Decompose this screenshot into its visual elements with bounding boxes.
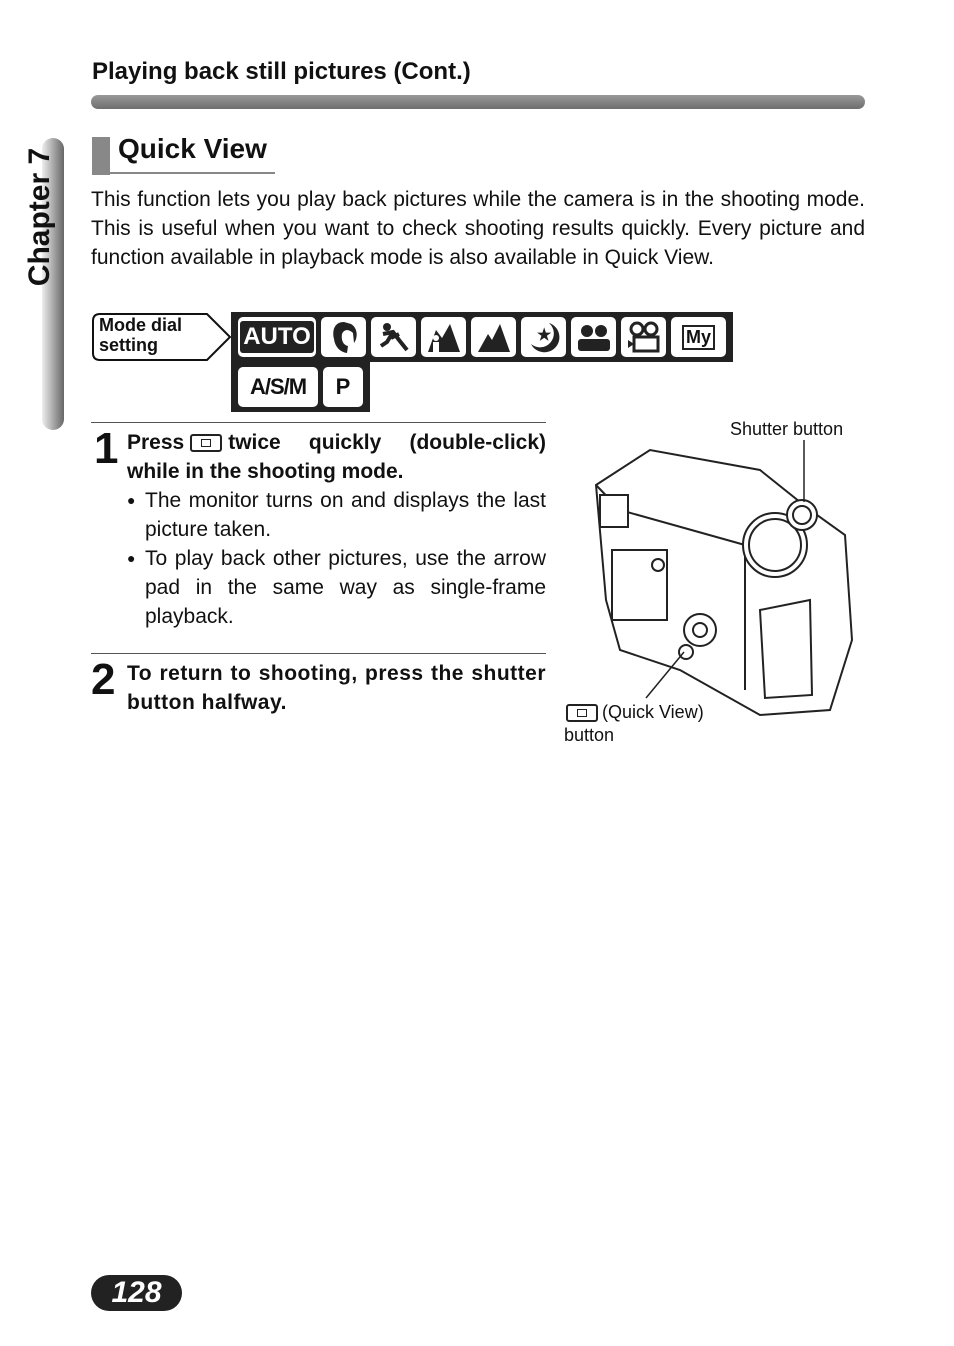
- sports-icon: [371, 317, 416, 357]
- shutter-button-label: Shutter button: [730, 419, 844, 439]
- step-1-bullets: ● The monitor turns on and displays the last picture taken. ● To play back other pictures, use the arrow pad in the same way as single-frame playback.: [127, 486, 546, 631]
- camera-illustration: [560, 440, 860, 730]
- quick-view-icon: [566, 704, 598, 722]
- mode-icons-row: [231, 312, 733, 362]
- landscape-portrait-icon: [421, 317, 466, 357]
- step-1-text: [127, 428, 546, 486]
- header-bar: [91, 95, 865, 109]
- step-number: 2: [91, 655, 116, 704]
- auto-text: AUTO: [240, 321, 314, 353]
- step-1-text-after: twice quickly (double-click) while in the shooting mode.: [127, 431, 546, 483]
- divider: [91, 653, 546, 654]
- step-2-text: To return to shooting, press the shutter button halfway.: [127, 662, 546, 714]
- movie-icon: [621, 317, 666, 357]
- chapter-text: Chapter 7: [23, 147, 56, 287]
- header-title: Playing back still pictures (Cont.): [92, 58, 471, 85]
- quick-view-label: [566, 702, 704, 723]
- p-mode-icon: P: [323, 367, 363, 407]
- svg-text:★: ★: [536, 327, 551, 344]
- divider: [91, 422, 546, 423]
- section-marker: [92, 137, 110, 175]
- section-underline: [110, 172, 275, 174]
- mode-icons-row-2: [231, 362, 370, 412]
- section-title: Quick View: [118, 133, 267, 164]
- mode-label-line2: setting: [99, 335, 159, 355]
- night-scene-icon: [521, 317, 566, 357]
- self-portrait-icon: [571, 317, 616, 357]
- quick-view-icon: [190, 434, 222, 452]
- portrait-icon: [321, 317, 366, 357]
- intro-text: This function lets you play back pictures while the camera is in the shooting mode. This is useful when you want to check shooting results quickly. Every picture and function available in playback mode is also available in Quick View.: [91, 188, 865, 269]
- bullet-item: The monitor turns on and displays the last picture taken.: [145, 489, 546, 541]
- mode-label-line1: Mode dial: [99, 315, 183, 335]
- step-number: 1: [94, 424, 119, 473]
- chapter-label: [20, 140, 60, 300]
- my-text: My: [682, 325, 715, 350]
- quick-view-label-2: button: [564, 725, 615, 745]
- mode-dial-label: [92, 313, 232, 361]
- qv-label-text: (Quick View): [602, 702, 704, 722]
- landscape-icon: [471, 317, 516, 357]
- bullet-item: To play back other pictures, use the arrow pad in the same way as single-frame playback.: [145, 547, 546, 628]
- my-mode-icon: [671, 317, 726, 357]
- step-1-text-before: Press: [127, 431, 185, 454]
- page-number: 128: [91, 1275, 182, 1311]
- auto-mode-icon: [238, 317, 316, 357]
- asm-mode-icon: A/S/M: [238, 367, 318, 407]
